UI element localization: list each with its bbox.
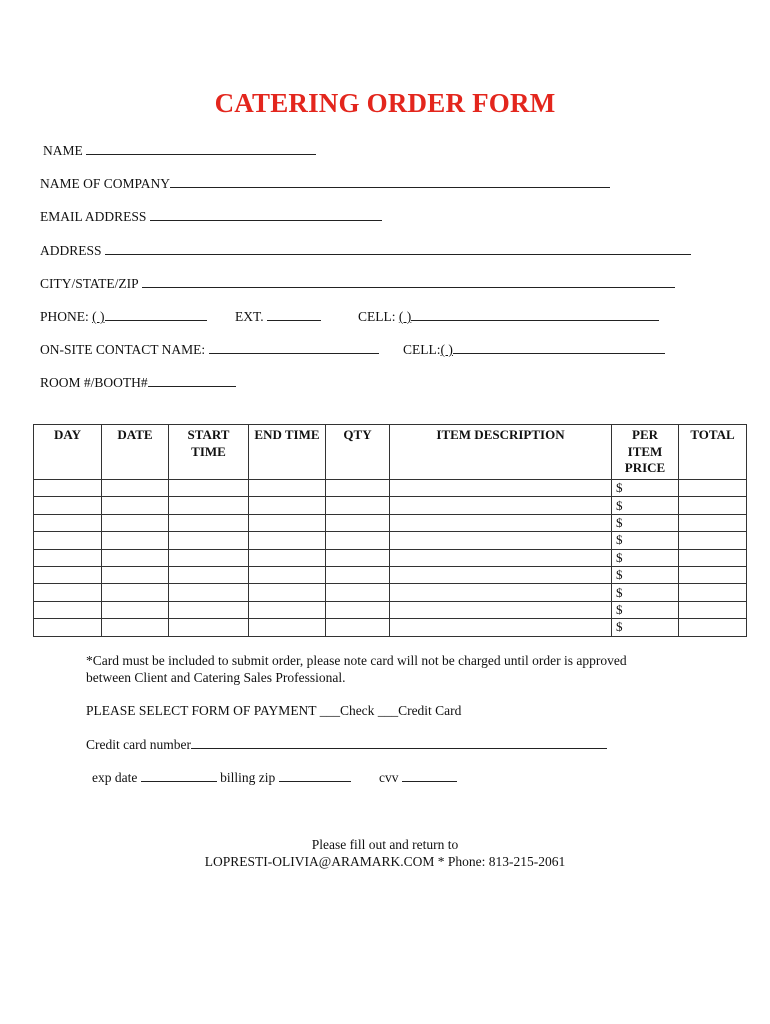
cell-total[interactable] — [679, 566, 747, 583]
ext-input-line[interactable] — [267, 308, 321, 321]
cell-start-time[interactable] — [169, 514, 249, 531]
cell-end-time[interactable] — [249, 566, 326, 583]
cell-start-time[interactable] — [169, 480, 249, 497]
header-end-time: END TIME — [249, 425, 326, 480]
cell-end-time[interactable] — [249, 601, 326, 618]
table-header-row — [34, 425, 747, 480]
cell-item-description[interactable] — [390, 514, 612, 531]
cell-qty[interactable] — [326, 514, 390, 531]
footer-contact: LOPRESTI-OLIVIA@ARAMARK.COM * Phone: 813-215-2061 — [204, 854, 566, 869]
onsite-field-row — [40, 341, 379, 359]
cvv-row — [379, 769, 457, 786]
email-field-row — [40, 208, 382, 226]
billing-zip-label: billing zip — [220, 770, 276, 785]
payment-credit-option[interactable]: ___Credit Card — [377, 703, 462, 718]
city-label: CITY/STATE/ZIP — [40, 276, 139, 291]
cell-total[interactable] — [679, 497, 747, 514]
cc-number-row — [86, 736, 607, 753]
cell-price[interactable]: $ — [612, 480, 679, 497]
footer-line1: Please fill out and return to — [311, 837, 459, 852]
cell-day[interactable] — [34, 532, 102, 549]
cell-date[interactable] — [102, 619, 169, 636]
cell-area-code[interactable]: ( ) — [398, 309, 412, 324]
cvv-label: cvv — [379, 770, 399, 785]
city-field-row — [40, 275, 675, 293]
payment-row — [86, 702, 461, 719]
cell2-label: CELL: — [403, 342, 441, 357]
header-day: DAY — [34, 425, 102, 480]
cvv-input-line[interactable] — [402, 769, 457, 782]
exp-row — [92, 769, 351, 786]
company-label: NAME OF COMPANY — [40, 176, 171, 191]
address-field-row — [40, 242, 691, 260]
cell-item-description[interactable] — [390, 601, 612, 618]
address-input-line[interactable] — [105, 242, 691, 255]
cell-start-time[interactable] — [169, 497, 249, 514]
company-input-line[interactable] — [170, 175, 610, 188]
company-field-row — [40, 175, 610, 193]
cell-qty[interactable] — [326, 549, 390, 566]
cell-date[interactable] — [102, 566, 169, 583]
room-field-row — [40, 374, 236, 392]
name-field-row — [43, 142, 316, 160]
cell-start-time[interactable] — [169, 619, 249, 636]
cell-label: CELL: — [358, 309, 396, 324]
phone-area-code[interactable]: ( ) — [92, 309, 105, 324]
table-row — [34, 584, 747, 601]
cell-item-description[interactable] — [390, 584, 612, 601]
phone-input-line[interactable] — [105, 308, 207, 321]
cell-end-time[interactable] — [249, 584, 326, 601]
cell-qty[interactable] — [326, 584, 390, 601]
cell-qty[interactable] — [326, 566, 390, 583]
name-label: NAME — [43, 143, 83, 158]
cell-date[interactable] — [102, 532, 169, 549]
cell-date[interactable] — [102, 549, 169, 566]
cell-start-time[interactable] — [169, 584, 249, 601]
cell-price[interactable]: $ — [612, 497, 679, 514]
cell-end-time[interactable] — [249, 514, 326, 531]
header-start-time: START TIME — [169, 425, 249, 480]
table-row — [34, 497, 747, 514]
cell-total[interactable] — [679, 514, 747, 531]
room-input-line[interactable] — [148, 374, 236, 387]
cell-total[interactable] — [679, 619, 747, 636]
city-input-line[interactable] — [142, 275, 675, 288]
cell-end-time[interactable] — [249, 480, 326, 497]
cell-end-time[interactable] — [249, 497, 326, 514]
cell-start-time[interactable] — [169, 566, 249, 583]
cell2-area-code[interactable]: ( ) — [440, 342, 453, 357]
cell-item-description[interactable] — [390, 619, 612, 636]
form-title: CATERING ORDER FORM — [214, 88, 556, 118]
table-row — [34, 514, 747, 531]
onsite-input-line[interactable] — [209, 341, 379, 354]
table-row — [34, 480, 747, 497]
address-label: ADDRESS — [40, 243, 102, 258]
cell-date[interactable] — [102, 514, 169, 531]
exp-date-input-line[interactable] — [141, 769, 217, 782]
cell-day[interactable] — [34, 566, 102, 583]
onsite-label: ON-SITE CONTACT NAME: — [40, 342, 206, 357]
ext-label: EXT. — [235, 309, 264, 324]
header-date: DATE — [102, 425, 169, 480]
ext-field-row — [235, 308, 321, 326]
email-input-line[interactable] — [150, 208, 382, 221]
exp-date-label: exp date — [92, 770, 138, 785]
cell-price[interactable]: $ — [612, 532, 679, 549]
phone-field-row — [40, 308, 207, 326]
table-row — [34, 549, 747, 566]
cell-item-description[interactable] — [390, 566, 612, 583]
cell-total[interactable] — [679, 601, 747, 618]
cell-day[interactable] — [34, 619, 102, 636]
table-row — [34, 619, 747, 636]
cell2-input-line[interactable] — [453, 341, 665, 354]
table-row — [34, 532, 747, 549]
cell-day[interactable] — [34, 601, 102, 618]
name-input-line[interactable] — [86, 142, 316, 155]
cell-start-time[interactable] — [169, 549, 249, 566]
cell-date[interactable] — [102, 480, 169, 497]
payment-label: PLEASE SELECT FORM OF PAYMENT — [86, 703, 317, 718]
cc-number-input-line[interactable] — [191, 736, 607, 749]
cc-number-label: Credit card number — [86, 737, 191, 752]
phone-label: PHONE: — [40, 309, 89, 324]
header-per-item-price: PER ITEM PRICE — [612, 425, 679, 480]
cell-date[interactable] — [102, 584, 169, 601]
cell-day[interactable] — [34, 549, 102, 566]
cell-day[interactable] — [34, 514, 102, 531]
cell-total[interactable] — [679, 480, 747, 497]
table-row — [34, 601, 747, 618]
cell-item-description[interactable] — [390, 480, 612, 497]
header-item-description: ITEM DESCRIPTION — [390, 425, 612, 480]
cell-price[interactable]: $ — [612, 601, 679, 618]
cell-item-description[interactable] — [390, 497, 612, 514]
cell-price[interactable]: $ — [612, 566, 679, 583]
cell-price[interactable]: $ — [612, 514, 679, 531]
cell-qty[interactable] — [326, 601, 390, 618]
cell2-field-row — [403, 341, 665, 359]
order-table — [33, 424, 747, 637]
cell-field-row — [358, 308, 659, 326]
cell-item-description[interactable] — [390, 549, 612, 566]
cell-start-time[interactable] — [169, 532, 249, 549]
cell-price[interactable]: $ — [612, 549, 679, 566]
cell-date[interactable] — [102, 497, 169, 514]
payment-check-option[interactable]: ___Check — [319, 703, 375, 718]
cell-total[interactable] — [679, 584, 747, 601]
card-note-line2: between Client and Catering Sales Professional. — [86, 670, 346, 685]
cell-qty[interactable] — [326, 619, 390, 636]
cell-qty[interactable] — [326, 480, 390, 497]
cell-price[interactable]: $ — [612, 584, 679, 601]
table-row — [34, 566, 747, 583]
cell-total[interactable] — [679, 532, 747, 549]
card-note-line1: *Card must be included to submit order, please note card will not be charged until order is approved — [86, 653, 627, 668]
cell-total[interactable] — [679, 549, 747, 566]
cell-date[interactable] — [102, 601, 169, 618]
billing-zip-input-line[interactable] — [279, 769, 351, 782]
cell-day[interactable] — [34, 497, 102, 514]
cell-start-time[interactable] — [169, 601, 249, 618]
cell-qty[interactable] — [326, 532, 390, 549]
cell-price[interactable]: $ — [612, 619, 679, 636]
header-total: TOTAL — [679, 425, 747, 480]
cell-input-line[interactable] — [411, 308, 659, 321]
cell-end-time[interactable] — [249, 619, 326, 636]
header-qty: QTY — [326, 425, 390, 480]
room-label: ROOM #/BOOTH# — [40, 375, 148, 390]
cell-qty[interactable] — [326, 497, 390, 514]
cell-day[interactable] — [34, 480, 102, 497]
cell-end-time[interactable] — [249, 549, 326, 566]
cell-end-time[interactable] — [249, 532, 326, 549]
cell-item-description[interactable] — [390, 532, 612, 549]
email-label: EMAIL ADDRESS — [40, 209, 147, 224]
cell-day[interactable] — [34, 584, 102, 601]
